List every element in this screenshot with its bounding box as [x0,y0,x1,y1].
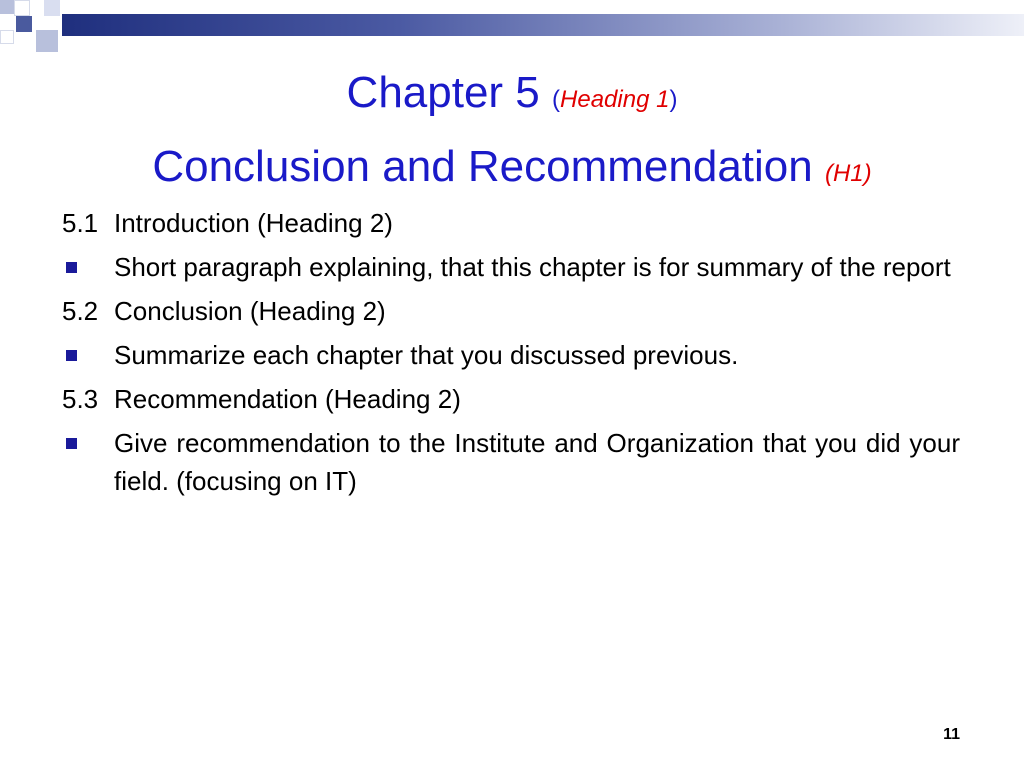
heading-note-text: Heading 1 [560,86,670,113]
deco-square [14,0,30,16]
chapter-title: Chapter 5 [346,68,540,117]
section-title: Conclusion (Heading 2) [114,296,386,326]
slide-body [62,204,960,500]
bullet-text: Short paragraph explaining, that this chapter is for summary of the report [114,252,951,282]
deco-square [0,0,14,14]
deco-square [44,0,60,16]
bullet-text: Give recommendation to the Institute and Organization that you did your field. (focusing on IT) [114,428,960,496]
section-title: Introduction (Heading 2) [114,208,393,238]
h1-note [825,160,872,187]
square-bullet-icon [62,336,114,374]
bullet-item [62,424,960,500]
header-gradient-bar [62,14,1024,36]
bullet-item [62,248,960,286]
slide-title-line-1 [0,66,1024,127]
chapter-subtitle: Conclusion and Recommendation [152,142,813,191]
section-title: Recommendation (Heading 2) [114,384,461,414]
section-number: 5.2 [62,296,99,326]
section-number: 5.1 [62,208,99,238]
bullet-item [62,336,960,374]
square-bullet-icon [62,248,114,286]
h1-note-text: (H1) [824,160,872,187]
deco-square [0,30,14,44]
section-heading [62,204,960,242]
deco-square [36,30,58,52]
deco-square [16,16,32,32]
bullet-text: Summarize each chapter that you discussed previous. [114,340,739,370]
section-heading [62,380,960,418]
square-bullet-icon [62,424,114,462]
heading-note: (Heading 1) [552,86,678,113]
section-heading [62,292,960,330]
slide-title-line-2 [0,140,1024,201]
page-number: 11 [943,726,960,743]
section-number: 5.3 [62,384,99,414]
